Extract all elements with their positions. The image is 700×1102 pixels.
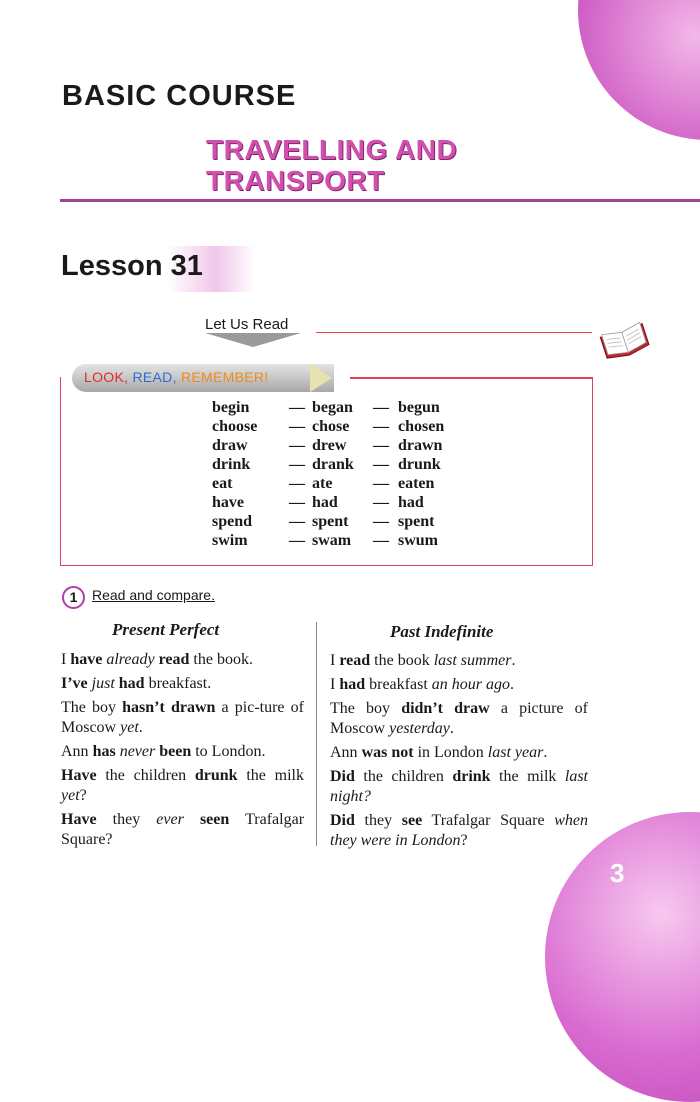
verb-row [212,455,444,474]
banner-text [84,369,269,385]
verb-row [212,493,444,512]
banner-look: LOOK, [84,369,129,385]
verb-base: choose [212,418,258,435]
dash: — [373,456,389,473]
dash: — [373,513,389,530]
dash: — [373,418,389,435]
dash: — [289,456,305,473]
unit-title-line2: TRANSPORT [206,165,385,196]
verb-row [212,398,444,417]
verb-past: ate [312,475,333,492]
verb-past: had [312,494,338,511]
dash: — [289,475,305,492]
example-sentence: Ann has never been to London. [61,743,266,760]
verb-row [212,512,444,531]
verb-participle: had [398,494,424,511]
verb-table [212,398,444,550]
banner-remember: REMEMBER! [181,369,269,385]
example-sentence: I had breakfast an hour ago. [330,676,514,693]
verb-past: drank [312,456,354,473]
verb-participle: eaten [398,475,435,492]
page-number: 3 [610,858,625,888]
exercise-number-badge: 1 [62,586,85,609]
dash: — [289,494,305,511]
verb-past: spent [312,513,349,530]
example-sentence: Have they ever seen Trafalgar Square? [61,811,305,848]
verb-participle: drawn [398,437,443,454]
verb-base: have [212,494,244,511]
dash: — [373,399,389,416]
present-perfect-heading: Present Perfect [112,620,220,639]
down-arrow-icon [205,333,301,347]
verb-base: begin [212,399,250,416]
let-us-read-label: Let Us Read [205,316,289,333]
dash: — [373,494,389,511]
example-sentence: Did they see Trafalgar Square when they were in London? [330,812,588,849]
dash: — [289,418,305,435]
example-sentence: I have already read the book. [61,651,253,668]
dash: — [289,513,305,530]
verb-past: swam [312,532,352,549]
verb-past: began [312,399,353,416]
verb-past: drew [312,437,347,454]
pencil-tip-icon [310,364,332,392]
dash: — [373,437,389,454]
example-sentence: The boy didn’t draw a picture of Moscow yesterday. [330,700,589,737]
column-divider [316,622,317,846]
verb-participle: swum [398,532,439,549]
header-rule [60,199,700,202]
example-sentence: Did the children drink the milk last night? [330,768,588,805]
dash: — [289,532,305,549]
verb-row [212,531,444,550]
banner-read: READ, [132,369,177,385]
verb-participle: begun [398,399,440,416]
verb-participle: spent [398,513,435,530]
verb-row [212,474,444,493]
verb-box-top-line [350,377,593,379]
example-sentence: Ann was not in London last year. [330,744,548,761]
dash: — [289,399,305,416]
dash: — [289,437,305,454]
verb-participle: chosen [398,418,445,435]
verb-past: chose [312,418,350,435]
past-indefinite-column [330,651,588,855]
verb-base: eat [212,475,233,492]
example-sentence: I read the book last summer. [330,652,516,669]
unit-title-line1: TRAVELLING AND [206,134,458,165]
lesson-title: Lesson 31 [61,250,203,282]
decorative-circle-bottom [545,812,700,1102]
example-sentence: I’ve just had breakfast. [61,675,212,692]
decorative-circle-top [578,0,700,140]
let-us-read-line [316,332,592,333]
dash: — [373,532,389,549]
unit-title [206,134,457,196]
verb-base: drink [212,456,251,473]
course-title: BASIC COURSE [62,80,297,112]
exercise-instruction: Read and compare. [92,587,215,603]
example-sentence: The boy hasn’t drawn a pic-ture of Moscow yet. [61,699,304,736]
verb-base: spend [212,513,253,530]
example-sentence: Have the children drunk the milk yet? [61,767,305,804]
verb-row [212,417,444,436]
verb-base: swim [212,532,248,549]
verb-row [212,436,444,455]
present-perfect-column [61,650,304,854]
past-indefinite-heading: Past Indefinite [390,622,494,641]
open-book-icon [598,318,650,360]
verb-participle: drunk [398,456,441,473]
verb-base: draw [212,437,248,454]
dash: — [373,475,389,492]
